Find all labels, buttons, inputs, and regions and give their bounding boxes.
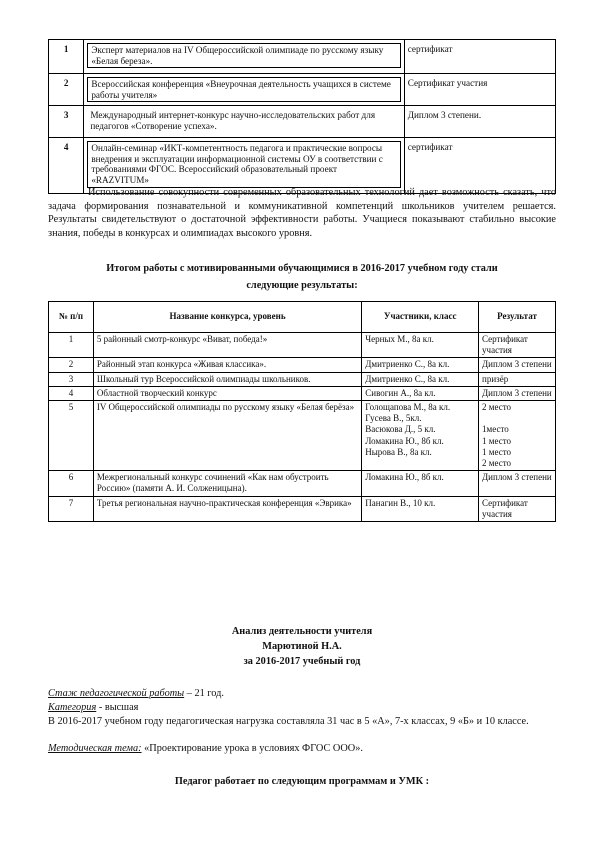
row-number: 5 <box>49 401 94 471</box>
theme-label: Методическая тема: <box>48 743 142 754</box>
row-number: 1 <box>49 333 94 358</box>
event-name-text: Всероссийская конференция «Внеурочная деятельность учащихся в системе работы учителя» <box>87 77 400 102</box>
event-result: сертификат <box>404 138 555 194</box>
experience-value: – 21 год. <box>184 688 224 699</box>
event-name-text: Эксперт материалов на IV Общероссийской олимпиаде по русскому языку «Белая береза». <box>87 43 400 68</box>
table-row <box>49 496 556 521</box>
contest-name: IV Общероссийской олимпиады по русскому языку «Белая берёза» <box>93 401 361 471</box>
event-result: сертификат <box>404 40 555 74</box>
theme-value: «Проектирование урока в условиях ФГОС ООО». <box>141 743 363 754</box>
table-row <box>49 358 556 372</box>
table-row <box>49 471 556 496</box>
category-label: Категория <box>48 702 97 713</box>
event-result: Сертификат участия <box>404 74 555 106</box>
contest-name: Школьный тур Всероссийской олимпиады школьников. <box>93 372 361 386</box>
row-number: 6 <box>49 471 94 496</box>
participant: Дмитриенко С., 8а кл. <box>362 358 479 372</box>
table-row <box>49 386 556 400</box>
participant: Гусева В., 5кл. <box>365 413 422 424</box>
row-number: 4 <box>49 386 94 400</box>
result: 2 место <box>482 402 512 413</box>
row-number: 3 <box>49 106 84 138</box>
table-row <box>49 401 556 471</box>
result: Сертификат участия <box>479 333 556 358</box>
experience-label: Стаж педагогической работы <box>48 688 185 699</box>
table-row <box>49 40 556 74</box>
event-name <box>84 74 404 106</box>
header-result: Результат <box>479 302 556 333</box>
events-table <box>48 39 556 194</box>
experience-line <box>48 687 556 701</box>
table-row <box>49 74 556 106</box>
row-number: 2 <box>49 74 84 106</box>
result: Диплом 3 степени <box>479 358 556 372</box>
participant: Панагин В., 10 кл. <box>362 496 479 521</box>
row-number: 1 <box>49 40 84 74</box>
event-name-text: Онлайн-семинар «ИКТ-компетентность педагога и практические вопросы внедрения и эксплуатации информационной системы ОУ в соответствии с требованиями ФГОС. Всероссийский образовательный проект «RAZVITUM» <box>87 141 400 187</box>
analysis-title-line3: за 2016-2017 учебный год <box>243 656 361 667</box>
result: Сертификат участия <box>479 496 556 521</box>
table-row <box>49 372 556 386</box>
event-result: Диплом 3 степени. <box>404 106 555 138</box>
contest-name: Межрегиональный конкурс сочинений «Как нам обустроить Россию» (памяти А. И. Солженицына). <box>93 471 361 496</box>
theme-line <box>48 742 556 756</box>
category-value: - высшая <box>96 702 139 713</box>
table-header-row <box>49 302 556 333</box>
summary-paragraph: Использование совокупности современных образовательных технологий дает возможность сказать, что задача формирования познавательной и коммуникативной компетенций школьников учителем решается. Результаты свидетельствуют о достаточной эффективности работы. Учащиеся показывают стабильно высокие знания, победы в конкурсах и олимпиадах высокого уровня. <box>48 187 556 239</box>
result: Диплом 3 степени <box>479 471 556 496</box>
contest-name: Районный этап конкурса «Живая классика». <box>93 358 361 372</box>
participant: Васюкова Д., 5 кл. <box>365 424 436 435</box>
event-name <box>84 40 404 74</box>
load-text: В 2016-2017 учебном году педагогическая нагрузка составляла 31 час в 5 «А», 7-х классах, 9 «Б» и 10 классе. <box>48 716 529 727</box>
result: 1 место <box>482 446 512 457</box>
contest-name: Областной творческий конкурс <box>93 386 361 400</box>
event-name-text: Международный интернет-конкурс научно-исследовательских работ для педагогов «Сотворение успеха». <box>90 110 376 131</box>
participant-list <box>362 401 479 471</box>
header-participant: Участники, класс <box>362 302 479 333</box>
participant: Нырова В., 8а кл. <box>365 446 432 457</box>
participant: Сивогин А., 8а кл. <box>362 386 479 400</box>
contest-name: 5 районный смотр-конкурс «Виват, победа!» <box>93 333 361 358</box>
results-heading-line2: следующие результаты: <box>246 280 358 291</box>
row-number: 3 <box>49 372 94 386</box>
participant: Черных М., 8а кл. <box>362 333 479 358</box>
table-row <box>49 106 556 138</box>
row-number: 7 <box>49 496 94 521</box>
programs-heading: Педагог работает по следующим программам и УМК : <box>174 776 430 787</box>
results-heading-line1: Итогом работы с мотивированными обучающимися в 2016-2017 учебном году стали <box>106 263 498 274</box>
row-number: 4 <box>49 138 84 194</box>
analysis-title-line1: Анализ деятельности учителя <box>231 626 373 637</box>
row-number: 2 <box>49 358 94 372</box>
results-table <box>48 301 556 522</box>
category-line <box>48 701 556 715</box>
participant: Голощапова М., 8а кл. <box>365 402 451 413</box>
header-contest: Название конкурса, уровень <box>93 302 361 333</box>
result: 1место <box>482 424 509 435</box>
result: призёр <box>479 372 556 386</box>
event-name <box>84 106 404 138</box>
contest-name: Третья региональная научно-практическая конференция «Эврика» <box>93 496 361 521</box>
header-num: № п/п <box>49 302 94 333</box>
result <box>482 413 552 424</box>
result-list <box>479 401 556 471</box>
participant: Ломакина Ю., 8б кл. <box>362 471 479 496</box>
result: 1 место <box>482 435 512 446</box>
result: 2 место <box>482 458 512 469</box>
participant: Ломакина Ю., 8б кл. <box>365 435 444 446</box>
analysis-title-line2: Марютиной Н.А. <box>262 641 342 652</box>
table-row <box>49 333 556 358</box>
result: Диплом 3 степени <box>479 386 556 400</box>
participant: Дмитриенко С., 8а кл. <box>362 372 479 386</box>
